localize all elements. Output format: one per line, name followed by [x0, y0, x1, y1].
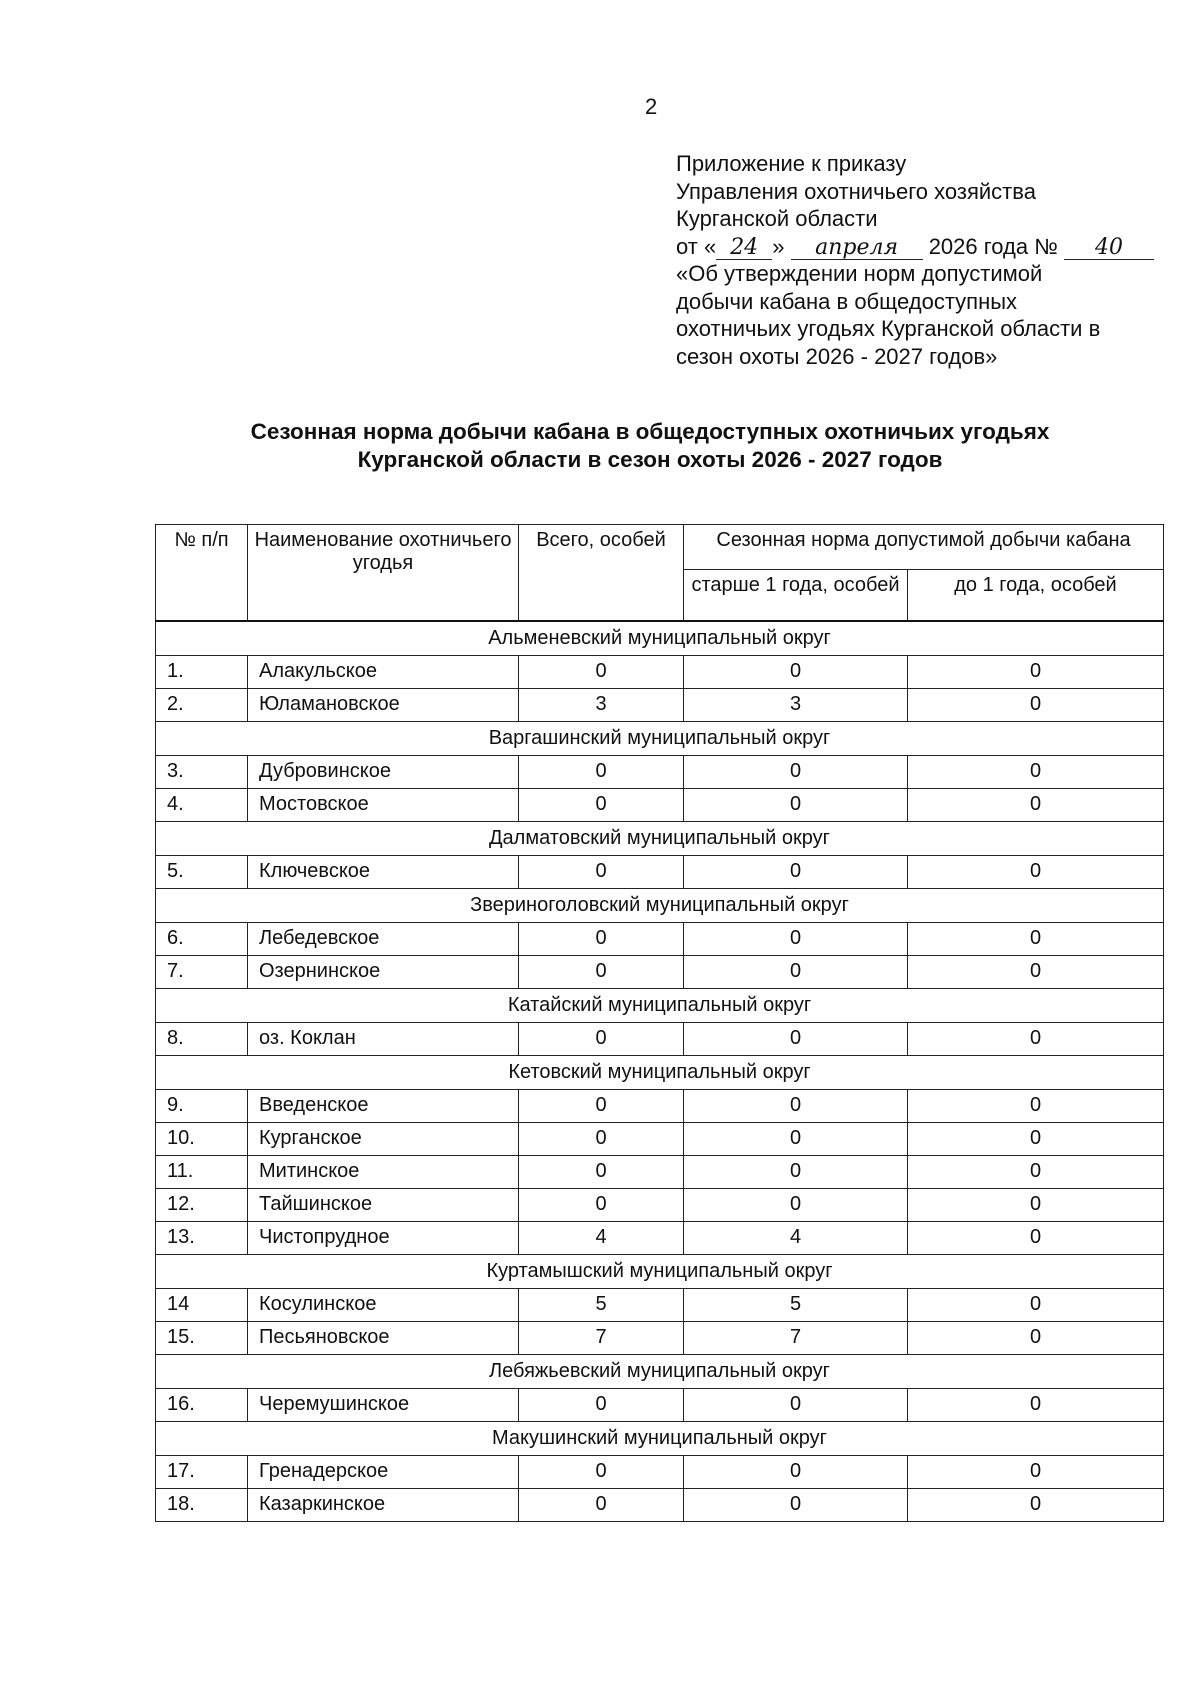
- cell-name: оз. Коклан: [248, 1022, 519, 1055]
- cell-younger: 0: [908, 955, 1164, 988]
- cell-older: 0: [684, 1022, 908, 1055]
- annex-line: охотничьих угодьях Курганской области в: [676, 316, 1101, 341]
- cell-younger: 0: [908, 1122, 1164, 1155]
- cell-total: 0: [519, 1488, 684, 1521]
- cell-num: 10.: [156, 1122, 248, 1155]
- cell-num: 13.: [156, 1221, 248, 1254]
- cell-older: 0: [684, 855, 908, 888]
- cell-older: 4: [684, 1221, 908, 1254]
- district-row: [156, 988, 1164, 1022]
- cell-younger: 0: [908, 1388, 1164, 1421]
- cell-name: Введенское: [248, 1089, 519, 1122]
- district-name: Куртамышский муниципальный округ: [156, 1254, 1164, 1288]
- cell-name: Лебедевское: [248, 922, 519, 955]
- cell-younger: 0: [908, 1155, 1164, 1188]
- cell-older: 0: [684, 1089, 908, 1122]
- cell-num: 5.: [156, 855, 248, 888]
- annex-line: сезон охоты 2026 - 2027 годов»: [676, 343, 998, 369]
- district-row: [156, 888, 1164, 922]
- table-row: [156, 788, 1164, 821]
- cell-num: 3.: [156, 755, 248, 788]
- table-row: [156, 922, 1164, 955]
- cell-younger: 0: [908, 655, 1164, 688]
- cell-older: 0: [684, 788, 908, 821]
- cell-younger: 0: [908, 688, 1164, 721]
- cell-younger: 0: [908, 1321, 1164, 1354]
- cell-num: 8.: [156, 1022, 248, 1055]
- cell-num: 12.: [156, 1188, 248, 1221]
- header-norm: Сезонная норма допустимой добычи кабана: [684, 525, 1164, 570]
- table-row: [156, 955, 1164, 988]
- cell-total: 0: [519, 1155, 684, 1188]
- header-total: Всего, особей: [519, 525, 684, 621]
- cell-num: 1.: [156, 655, 248, 688]
- cell-total: 0: [519, 788, 684, 821]
- table-row: [156, 1221, 1164, 1254]
- cell-older: 0: [684, 955, 908, 988]
- cell-total: 0: [519, 755, 684, 788]
- cell-younger: 0: [908, 755, 1164, 788]
- header-older: старше 1 года, особей: [684, 570, 908, 621]
- cell-name: Дубровинское: [248, 755, 519, 788]
- annex-date-line: [676, 233, 1176, 261]
- annex-line: Управления охотничьего хозяйства: [676, 178, 1036, 204]
- district-name: Лебяжьевский муниципальный округ: [156, 1354, 1164, 1388]
- date-mid: »: [772, 233, 785, 259]
- cell-num: 6.: [156, 922, 248, 955]
- cell-total: 0: [519, 922, 684, 955]
- cell-name: Митинское: [248, 1155, 519, 1188]
- cell-younger: 0: [908, 1288, 1164, 1321]
- cell-num: 15.: [156, 1321, 248, 1354]
- district-name: Далматовский муниципальный округ: [156, 821, 1164, 855]
- date-year: 2026 года №: [928, 233, 1058, 259]
- cell-num: 7.: [156, 955, 248, 988]
- cell-older: 0: [684, 1188, 908, 1221]
- cell-younger: 0: [908, 1089, 1164, 1122]
- cell-num: 18.: [156, 1488, 248, 1521]
- cell-name: Косулинское: [248, 1288, 519, 1321]
- district-row: [156, 1254, 1164, 1288]
- cell-total: 0: [519, 1388, 684, 1421]
- cell-total: 0: [519, 955, 684, 988]
- table-row: [156, 1022, 1164, 1055]
- district-row: [156, 621, 1164, 656]
- district-name: Катайский муниципальный округ: [156, 988, 1164, 1022]
- cell-num: 16.: [156, 1388, 248, 1421]
- cell-total: 5: [519, 1288, 684, 1321]
- cell-younger: 0: [908, 922, 1164, 955]
- annex-line: Курганской области: [676, 206, 878, 231]
- table-row: [156, 1122, 1164, 1155]
- cell-younger: 0: [908, 1022, 1164, 1055]
- header-num: № п/п: [156, 525, 248, 621]
- handwritten-month: апреля: [791, 237, 923, 260]
- cell-name: Мостовское: [248, 788, 519, 821]
- cell-younger: 0: [908, 1455, 1164, 1488]
- district-name: Макушинский муниципальный округ: [156, 1421, 1164, 1455]
- cell-name: Тайшинское: [248, 1188, 519, 1221]
- cell-older: 0: [684, 755, 908, 788]
- cell-num: 11.: [156, 1155, 248, 1188]
- cell-name: Казаркинское: [248, 1488, 519, 1521]
- district-name: Звериноголовский муниципальный округ: [156, 888, 1164, 922]
- cell-total: 0: [519, 1022, 684, 1055]
- cell-name: Алакульское: [248, 655, 519, 688]
- cell-num: 9.: [156, 1089, 248, 1122]
- cell-name: Курганское: [248, 1122, 519, 1155]
- table-row: [156, 755, 1164, 788]
- district-name: Кетовский муниципальный округ: [156, 1055, 1164, 1089]
- page-number: 2: [645, 94, 658, 119]
- cell-total: 0: [519, 655, 684, 688]
- cell-younger: 0: [908, 1221, 1164, 1254]
- table-row: [156, 1188, 1164, 1221]
- annex-block: [676, 150, 1176, 370]
- cell-older: 5: [684, 1288, 908, 1321]
- cell-older: 0: [684, 922, 908, 955]
- cell-younger: 0: [908, 855, 1164, 888]
- district-row: [156, 821, 1164, 855]
- table-row: [156, 1089, 1164, 1122]
- norms-table: [155, 524, 1164, 1522]
- cell-total: 0: [519, 1188, 684, 1221]
- cell-name: Юламановское: [248, 688, 519, 721]
- cell-total: 3: [519, 688, 684, 721]
- cell-name: Чистопрудное: [248, 1221, 519, 1254]
- district-row: [156, 721, 1164, 755]
- cell-name: Песьяновское: [248, 1321, 519, 1354]
- table-row: [156, 1488, 1164, 1521]
- document-title: [150, 418, 1150, 474]
- cell-older: 0: [684, 1155, 908, 1188]
- title-line: Курганской области в сезон охоты 2026 - 2027 годов: [357, 447, 943, 472]
- cell-name: Озернинское: [248, 955, 519, 988]
- district-name: Варгашинский муниципальный округ: [156, 721, 1164, 755]
- cell-older: 7: [684, 1321, 908, 1354]
- table-row: [156, 1388, 1164, 1421]
- cell-older: 0: [684, 1488, 908, 1521]
- cell-name: Гренадерское: [248, 1455, 519, 1488]
- table-row: [156, 1288, 1164, 1321]
- table-row: [156, 688, 1164, 721]
- cell-total: 0: [519, 1089, 684, 1122]
- district-row: [156, 1421, 1164, 1455]
- cell-total: 0: [519, 1455, 684, 1488]
- district-row: [156, 1354, 1164, 1388]
- cell-name: Ключевское: [248, 855, 519, 888]
- district-name: Альменевский муниципальный округ: [156, 621, 1164, 656]
- header-younger: до 1 года, особей: [908, 570, 1164, 621]
- cell-older: 0: [684, 1388, 908, 1421]
- cell-num: 4.: [156, 788, 248, 821]
- cell-younger: 0: [908, 788, 1164, 821]
- cell-num: 2.: [156, 688, 248, 721]
- table-body: [156, 621, 1164, 1522]
- cell-total: 0: [519, 855, 684, 888]
- cell-older: 0: [684, 1122, 908, 1155]
- header-name: Наименование охотничьего угодья: [248, 525, 519, 621]
- annex-line: Приложение к приказу: [676, 151, 907, 176]
- cell-older: 0: [684, 1455, 908, 1488]
- cell-younger: 0: [908, 1188, 1164, 1221]
- cell-total: 0: [519, 1122, 684, 1155]
- table-row: [156, 655, 1164, 688]
- table-row: [156, 1455, 1164, 1488]
- cell-older: 0: [684, 655, 908, 688]
- cell-total: 4: [519, 1221, 684, 1254]
- handwritten-order-number: 40: [1064, 237, 1154, 260]
- annex-line: добычи кабана в общедоступных: [676, 288, 1018, 314]
- handwritten-day: 24: [716, 237, 772, 260]
- district-row: [156, 1055, 1164, 1089]
- table-row: [156, 1155, 1164, 1188]
- cell-younger: 0: [908, 1488, 1164, 1521]
- title-line: Сезонная норма добычи кабана в общедоступных охотничьих угодьях: [250, 419, 1050, 444]
- table-row: [156, 855, 1164, 888]
- cell-total: 7: [519, 1321, 684, 1354]
- cell-num: 14: [156, 1288, 248, 1321]
- annex-line: «Об утверждении норм допустимой: [676, 261, 1043, 286]
- cell-num: 17.: [156, 1455, 248, 1488]
- cell-older: 3: [684, 688, 908, 721]
- cell-name: Черемушинское: [248, 1388, 519, 1421]
- table-row: [156, 1321, 1164, 1354]
- date-prefix: от «: [676, 233, 717, 259]
